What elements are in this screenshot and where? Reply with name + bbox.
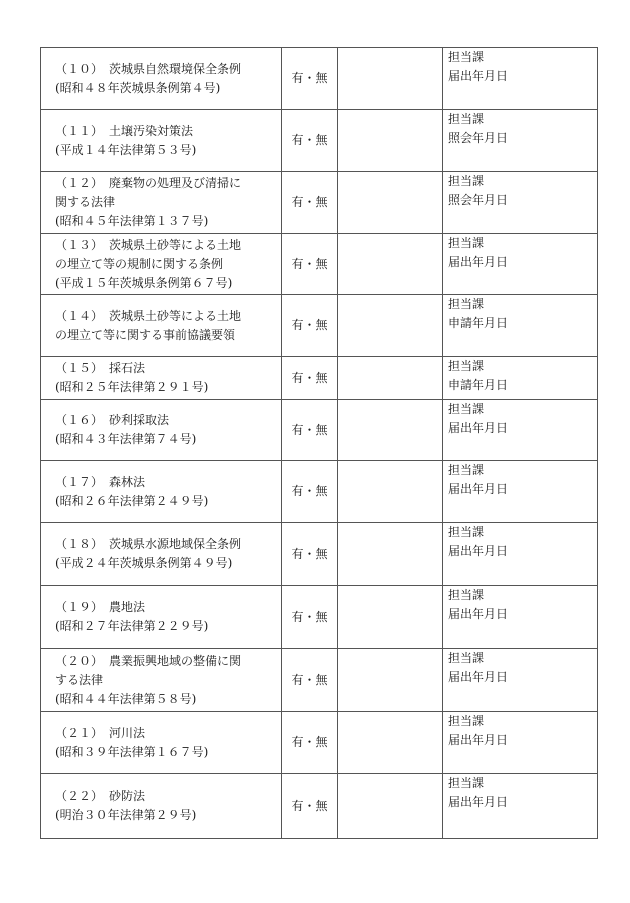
date-label: 申請年月日 <box>448 378 509 392</box>
law-name-line: （１９） 農地法 <box>55 600 146 614</box>
law-name-line: （１８） 茨城県水源地域保全条例 <box>55 537 242 551</box>
law-name-cell <box>41 649 282 712</box>
department-date-cell[interactable] <box>443 774 598 839</box>
law-name-line: (昭和２７年法律第２２９号) <box>55 619 209 633</box>
date-label: 届出年月日 <box>448 670 509 684</box>
law-checklist-table <box>40 47 598 839</box>
department-date-cell[interactable] <box>443 586 598 649</box>
yes-no-cell <box>282 586 338 649</box>
department-date-cell[interactable] <box>443 712 598 774</box>
department-date-cell[interactable] <box>443 523 598 586</box>
yes-no-label: 有・無 <box>291 71 328 85</box>
blank-entry-cell[interactable] <box>338 400 443 461</box>
law-name-line: （１４） 茨城県土砂等による土地 <box>55 308 242 323</box>
yes-no-cell <box>282 234 338 295</box>
date-label: 届出年月日 <box>448 421 509 435</box>
law-name-line: (昭和４３年法律第７４号) <box>55 432 197 446</box>
yes-no-label: 有・無 <box>291 609 328 624</box>
law-name-line: （２１） 河川法 <box>55 725 146 740</box>
department-label: 担当課 <box>448 588 485 602</box>
law-name-cell <box>41 48 282 110</box>
law-name-line: (平成２４年茨城県条例第４９号) <box>55 556 233 570</box>
blank-entry-cell[interactable] <box>338 295 443 357</box>
law-name-cell <box>41 586 282 649</box>
department-date-cell[interactable] <box>443 461 598 523</box>
law-name-cell <box>41 400 282 461</box>
law-name-cell <box>41 295 282 357</box>
date-label: 届出年月日 <box>448 255 509 269</box>
blank-entry-cell[interactable] <box>338 48 443 110</box>
yes-no-label: 有・無 <box>291 735 328 749</box>
blank-entry-cell[interactable] <box>338 234 443 295</box>
yes-no-label: 有・無 <box>291 672 328 687</box>
department-label: 担当課 <box>448 463 485 477</box>
blank-entry-cell[interactable] <box>338 172 443 234</box>
law-name-line: （１２） 廃棄物の処理及び清掃に <box>55 176 242 190</box>
date-label: 届出年月日 <box>448 733 509 747</box>
law-name-line: (昭和２６年法律第２４９号) <box>55 493 209 508</box>
blank-entry-cell[interactable] <box>338 523 443 586</box>
law-name-line: （１６） 砂利採取法 <box>55 413 170 427</box>
law-name-line: の埋立て等の規制に関する条例 <box>55 256 224 271</box>
law-name-cell <box>41 234 282 295</box>
blank-entry-cell[interactable] <box>338 586 443 649</box>
law-name-cell <box>41 461 282 523</box>
date-label: 照会年月日 <box>448 193 509 207</box>
department-label: 担当課 <box>448 651 485 665</box>
table-row <box>41 234 598 295</box>
law-name-cell <box>41 110 282 172</box>
yes-no-label: 有・無 <box>291 546 328 561</box>
yes-no-cell <box>282 357 338 400</box>
yes-no-label: 有・無 <box>291 195 328 209</box>
yes-no-cell <box>282 295 338 357</box>
department-label: 担当課 <box>448 714 485 728</box>
yes-no-cell <box>282 48 338 110</box>
table-row <box>41 649 598 712</box>
law-name-line: （２０） 農業振興地域の整備に関 <box>55 653 242 668</box>
table-row <box>41 712 598 774</box>
department-date-cell[interactable] <box>443 295 598 357</box>
department-date-cell[interactable] <box>443 110 598 172</box>
date-label: 届出年月日 <box>448 795 509 809</box>
law-name-cell <box>41 357 282 400</box>
yes-no-cell <box>282 712 338 774</box>
date-label: 届出年月日 <box>448 482 509 496</box>
law-name-line: (昭和３９年法律第１６７号) <box>55 744 209 759</box>
table-row <box>41 295 598 357</box>
yes-no-cell <box>282 461 338 523</box>
law-name-line: （２２） 砂防法 <box>55 789 146 803</box>
law-name-line: する法律 <box>55 672 104 687</box>
date-label: 届出年月日 <box>448 544 509 558</box>
law-name-line: （１５） 採石法 <box>55 361 146 375</box>
law-name-line: (平成１４年法律第５３号) <box>55 142 197 157</box>
yes-no-label: 有・無 <box>291 422 328 437</box>
law-name-line: (昭和４８年茨城県条例第４号) <box>55 80 221 95</box>
table-row <box>41 586 598 649</box>
law-name-line: （１７） 森林法 <box>55 474 146 489</box>
yes-no-cell <box>282 649 338 712</box>
law-name-line: 関する法律 <box>55 195 116 209</box>
yes-no-label: 有・無 <box>291 370 328 385</box>
table-row <box>41 523 598 586</box>
table-body <box>41 48 598 839</box>
blank-entry-cell[interactable] <box>338 110 443 172</box>
table-row <box>41 48 598 110</box>
department-label: 担当課 <box>448 402 485 416</box>
department-label: 担当課 <box>448 112 485 126</box>
table-row <box>41 400 598 461</box>
law-name-line: （１３） 茨城県土砂等による土地 <box>55 237 242 252</box>
yes-no-cell <box>282 774 338 839</box>
table-row <box>41 357 598 400</box>
department-date-cell[interactable] <box>443 172 598 234</box>
law-name-line: (昭和４５年法律第１３７号) <box>55 214 209 228</box>
date-label: 照会年月日 <box>448 131 509 145</box>
department-label: 担当課 <box>448 297 485 311</box>
law-name-line: (平成１５年茨城県条例第６７号) <box>55 275 233 290</box>
department-label: 担当課 <box>448 50 485 64</box>
law-name-cell <box>41 172 282 234</box>
yes-no-label: 有・無 <box>291 798 328 813</box>
law-name-line: (昭和２５年法律第２９１号) <box>55 380 209 394</box>
department-date-cell[interactable] <box>443 649 598 712</box>
yes-no-cell <box>282 172 338 234</box>
law-name-line: （１０） 茨城県自然環境保全条例 <box>55 61 242 76</box>
blank-entry-cell[interactable] <box>338 649 443 712</box>
department-label: 担当課 <box>448 776 485 790</box>
yes-no-label: 有・無 <box>291 256 328 271</box>
law-name-cell <box>41 523 282 586</box>
law-name-line: (明治３０年法律第２９号) <box>55 808 197 822</box>
law-name-line: （１１） 土壌汚染対策法 <box>55 123 194 138</box>
date-label: 申請年月日 <box>448 316 509 330</box>
yes-no-cell <box>282 523 338 586</box>
yes-no-label: 有・無 <box>291 484 328 498</box>
department-date-cell[interactable] <box>443 400 598 461</box>
yes-no-label: 有・無 <box>291 318 328 332</box>
table-row <box>41 110 598 172</box>
department-date-cell[interactable] <box>443 234 598 295</box>
law-name-line: の埋立て等に関する事前協議要領 <box>55 327 236 342</box>
date-label: 届出年月日 <box>448 607 509 621</box>
yes-no-cell <box>282 110 338 172</box>
yes-no-label: 有・無 <box>291 133 328 147</box>
department-label: 担当課 <box>448 359 485 373</box>
date-label: 届出年月日 <box>448 69 509 83</box>
department-label: 担当課 <box>448 236 485 250</box>
blank-entry-cell[interactable] <box>338 712 443 774</box>
table-row <box>41 774 598 839</box>
table-row <box>41 461 598 523</box>
blank-entry-cell[interactable] <box>338 774 443 839</box>
law-name-cell <box>41 712 282 774</box>
blank-entry-cell[interactable] <box>338 461 443 523</box>
department-date-cell[interactable] <box>443 48 598 110</box>
department-label: 担当課 <box>448 525 485 539</box>
law-name-line: (昭和４４年法律第５８号) <box>55 691 197 706</box>
department-date-cell[interactable] <box>443 357 598 400</box>
department-label: 担当課 <box>448 174 485 188</box>
yes-no-cell <box>282 400 338 461</box>
blank-entry-cell[interactable] <box>338 357 443 400</box>
law-name-cell <box>41 774 282 839</box>
table-row <box>41 172 598 234</box>
